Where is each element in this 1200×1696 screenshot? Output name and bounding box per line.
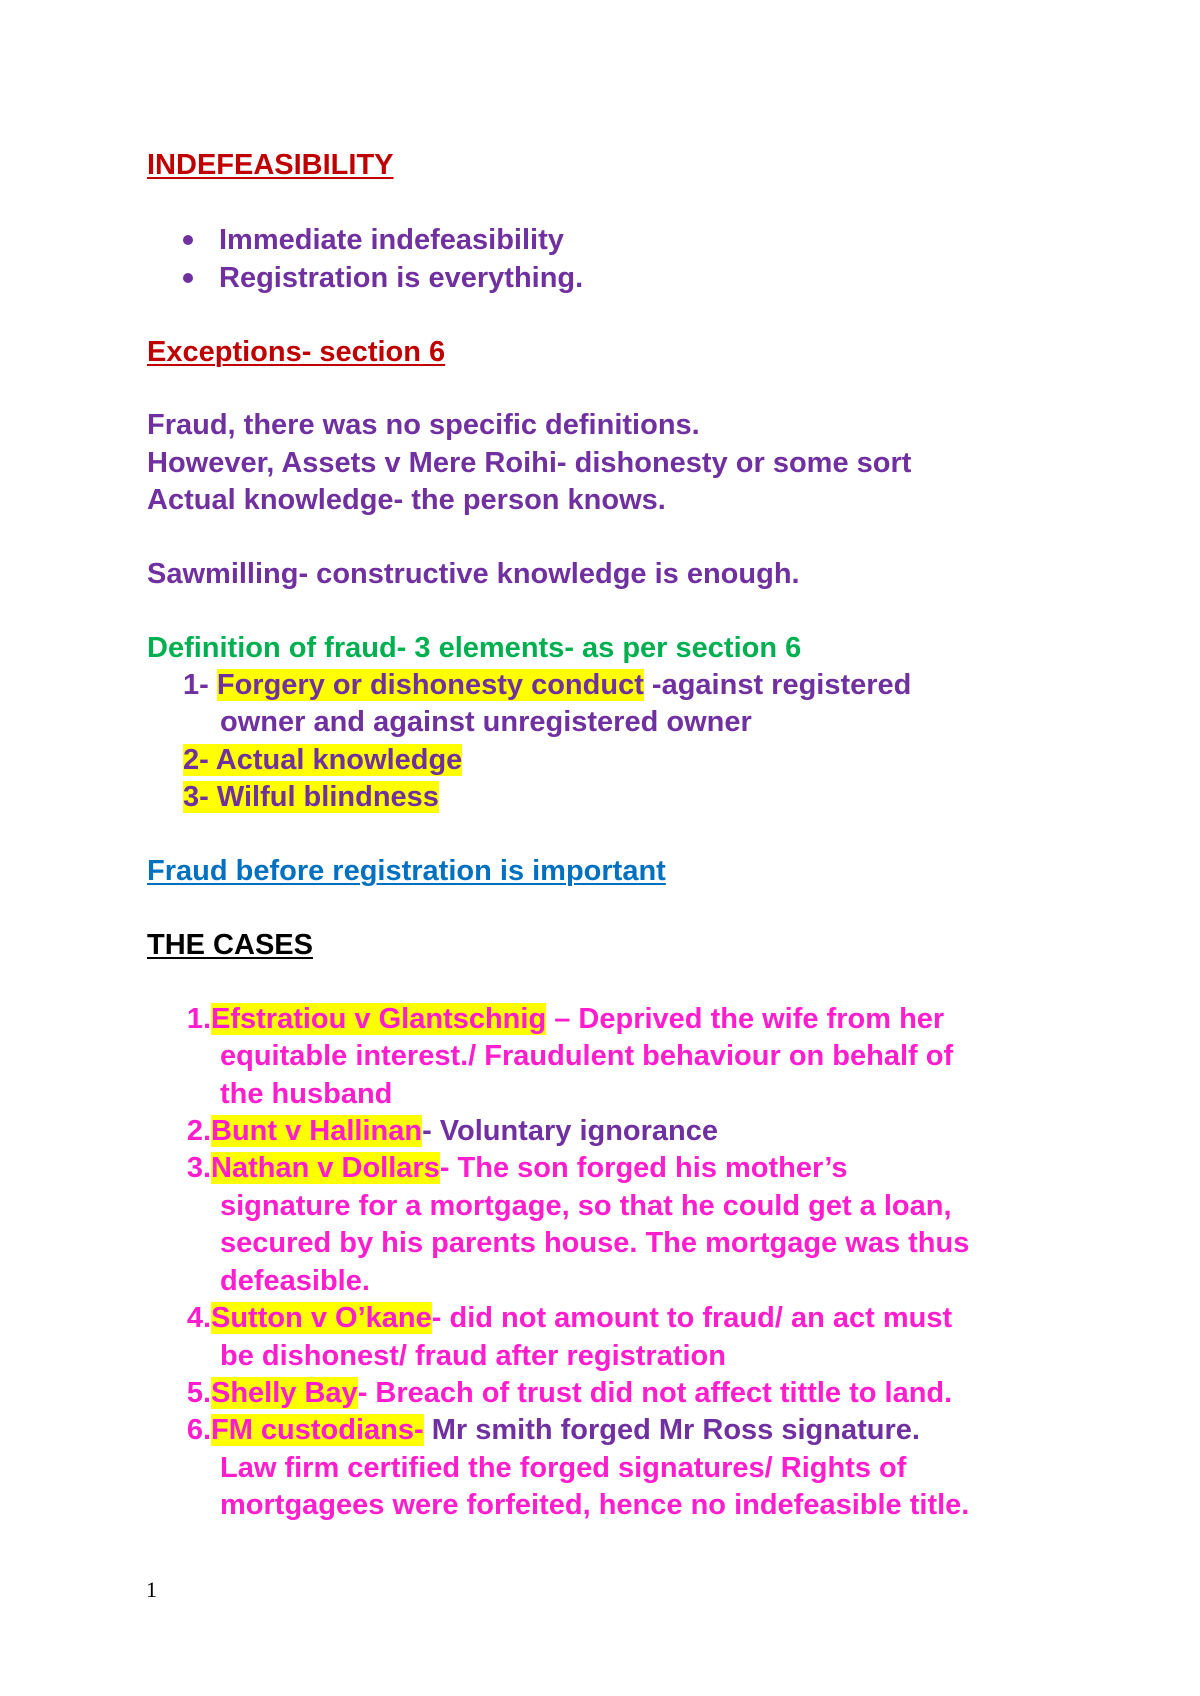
element-number: 1- [183,669,209,701]
case-name: FM custodians- [211,1414,424,1446]
case-name: Sutton v O’kane [211,1302,432,1334]
case-continuation: the husband [220,1078,393,1110]
bullet-text: Immediate indefeasibility [219,224,564,256]
definition-heading: Definition of fraud- 3 elements- as per section 6 [147,632,802,664]
case-continuation: secured by his parents house. The mortgage was thus [220,1227,970,1259]
case-number: 2. [186,1115,211,1147]
exceptions-heading: Exceptions- section 6 [147,336,446,368]
element-highlight: 3- Wilful blindness [183,781,439,813]
case-name: Efstratiou v Glantschnig [211,1003,547,1035]
case-number: 6. [186,1414,211,1446]
element-item [183,742,462,779]
case-continuation: Law firm certified the forged signatures/ Rights of [220,1452,907,1484]
sawmilling-line: Sawmilling- constructive knowledge is enough. [147,558,800,590]
case-text: - Breach of trust did not affect tittle to land. [357,1377,953,1409]
case-text: – Deprived the wife from her [546,1003,945,1035]
case-number: 4. [186,1302,211,1334]
case-name: Nathan v Dollars [211,1152,440,1184]
case-name: Bunt v Hallinan [211,1115,423,1147]
page-number: 1 [146,1577,157,1602]
case-text: - The son forged his mother’s [439,1152,848,1184]
element-highlight: 2- Actual knowledge [183,744,463,776]
case-text: - did not amount to fraud/ an act must [431,1302,953,1334]
element-item [183,779,439,816]
case-number: 3. [186,1152,211,1184]
element-highlight: Forgery or dishonesty conduct [216,669,644,701]
fraud-line: Actual knowledge- the person knows. [147,484,666,516]
case-continuation: signature for a mortgage, so that he could get a loan, [220,1190,952,1222]
element-item [183,667,911,704]
bullet-list [183,221,583,297]
bullet-item [183,221,583,259]
element-text: -against registered [643,669,912,701]
fraud-line: Fraud, there was no specific definitions. [147,409,700,441]
bullet-dot-icon [183,273,193,283]
case-continuation: defeasible. [220,1265,370,1297]
fraud-line: However, Assets v Mere Roihi- dishonesty or some sort [147,447,912,479]
page-title: INDEFEASIBILITY [147,149,394,181]
bullet-text: Registration is everything. [219,262,584,294]
bullet-item [183,259,583,297]
case-text: Mr smith forged Mr Ross signature. [423,1414,920,1446]
case-number: 1. [186,1003,211,1035]
case-continuation: equitable interest./ Fraudulent behaviour on behalf of [220,1040,954,1072]
case-name: Shelly Bay [211,1377,358,1409]
case-continuation: mortgagees were forfeited, hence no indefeasible title. [220,1489,970,1521]
element-continuation: owner and against unregistered owner [220,706,752,738]
case-text: - Voluntary ignorance [422,1115,719,1147]
bullet-dot-icon [183,235,193,245]
fraud-before-registration: Fraud before registration is important [147,855,666,887]
case-continuation: be dishonest/ fraud after registration [220,1340,726,1372]
case-number: 5. [186,1377,211,1409]
cases-heading: THE CASES [147,929,313,961]
